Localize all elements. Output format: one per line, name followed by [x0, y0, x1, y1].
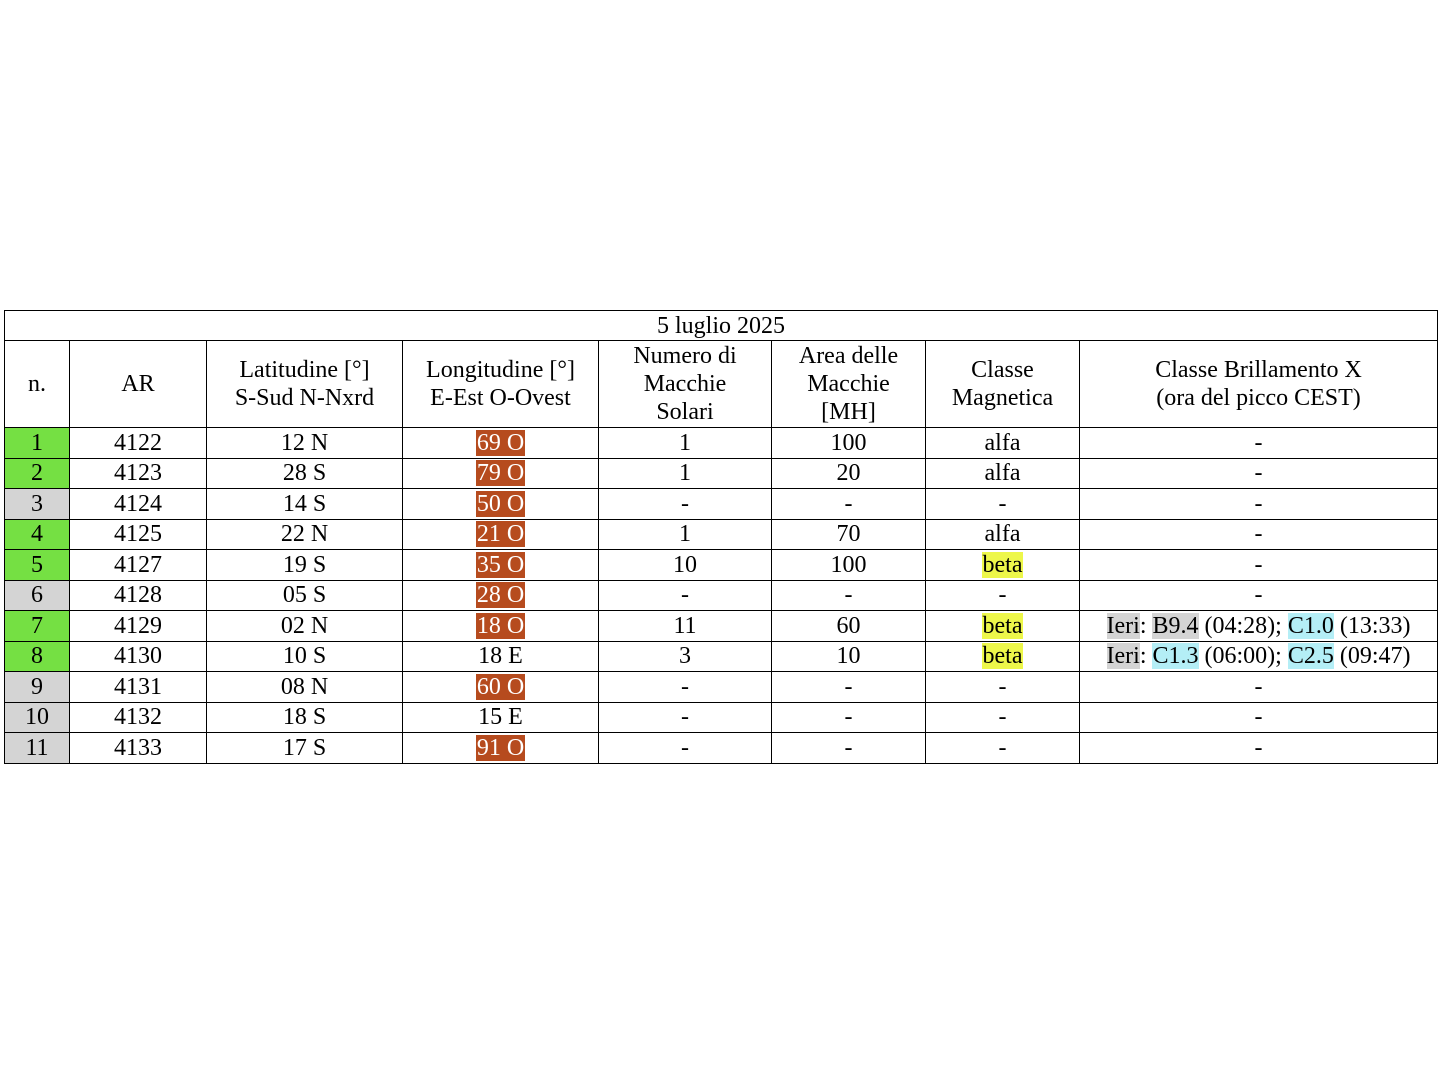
magnetic-class-highlight: beta [982, 612, 1023, 639]
sunspot-count-cell: 10 [599, 550, 772, 581]
latitude-cell: 02 N [207, 611, 403, 642]
flare-class-1: B9.4 [1152, 612, 1199, 639]
table-title: 5 luglio 2025 [5, 311, 1438, 341]
ar-cell: 4122 [70, 428, 207, 459]
flare-cell [1080, 611, 1438, 642]
flare-class-1: C1.3 [1152, 643, 1199, 670]
flare-cell [1080, 641, 1438, 672]
row-number: 6 [5, 580, 70, 611]
table-row [5, 428, 1438, 459]
title-row [5, 311, 1438, 341]
sunspot-count-cell: - [599, 580, 772, 611]
table-row [5, 611, 1438, 642]
ar-cell: 4132 [70, 702, 207, 733]
header-magnetic-class: Classe Magnetica [926, 341, 1080, 428]
ar-cell: 4125 [70, 519, 207, 550]
magnetic-class-cell [926, 641, 1080, 672]
latitude-cell: 10 S [207, 641, 403, 672]
sunspot-area-cell: 70 [772, 519, 926, 550]
longitude-highlight: 60 O [476, 673, 525, 700]
longitude-cell [403, 519, 599, 550]
flare-time-2: (09:47) [1333, 643, 1411, 670]
header-longitude: Longitudine [°] E-Est O-Ovest [403, 341, 599, 428]
table-row [5, 519, 1438, 550]
magnetic-class-highlight: beta [982, 551, 1023, 578]
ar-cell: 4124 [70, 489, 207, 520]
magnetic-class-highlight: beta [982, 643, 1023, 670]
magnetic-class-cell: - [926, 702, 1080, 733]
row-number: 1 [5, 428, 70, 459]
longitude-highlight: 21 O [476, 521, 525, 548]
sunspot-count-cell: - [599, 733, 772, 764]
longitude-cell [403, 672, 599, 703]
sunspot-count-cell: - [599, 702, 772, 733]
table-row [5, 550, 1438, 581]
table-row [5, 580, 1438, 611]
magnetic-class-cell: - [926, 489, 1080, 520]
longitude-highlight: 69 O [476, 429, 525, 456]
sunspot-area-cell: 20 [772, 458, 926, 489]
sunspot-area-cell: 100 [772, 550, 926, 581]
latitude-cell: 08 N [207, 672, 403, 703]
flare-day-label: Ieri [1106, 612, 1140, 639]
magnetic-class-cell [926, 611, 1080, 642]
row-number: 8 [5, 641, 70, 672]
longitude-highlight: 79 O [476, 460, 525, 487]
latitude-cell: 14 S [207, 489, 403, 520]
magnetic-class-cell [926, 550, 1080, 581]
longitude-cell: 18 E [403, 641, 599, 672]
header-ar: AR [70, 341, 207, 428]
longitude-highlight: 18 O [476, 612, 525, 639]
ar-cell: 4129 [70, 611, 207, 642]
sunspot-count-cell: - [599, 672, 772, 703]
magnetic-class-cell: alfa [926, 428, 1080, 459]
ar-cell: 4128 [70, 580, 207, 611]
latitude-cell: 12 N [207, 428, 403, 459]
row-number: 2 [5, 458, 70, 489]
longitude-cell [403, 550, 599, 581]
sunspot-area-cell: - [772, 580, 926, 611]
flare-separator: : [1139, 612, 1153, 639]
table-row [5, 733, 1438, 764]
sunspot-count-cell: 1 [599, 458, 772, 489]
row-number: 4 [5, 519, 70, 550]
latitude-cell: 22 N [207, 519, 403, 550]
sunspot-area-cell: 10 [772, 641, 926, 672]
sunspot-count-cell: 11 [599, 611, 772, 642]
latitude-cell: 28 S [207, 458, 403, 489]
latitude-cell: 17 S [207, 733, 403, 764]
header-flare-class: Classe Brillamento X (ora del picco CEST) [1080, 341, 1438, 428]
sunspot-area-cell: - [772, 672, 926, 703]
ar-cell: 4131 [70, 672, 207, 703]
longitude-highlight: 35 O [476, 551, 525, 578]
longitude-highlight: 28 O [476, 582, 525, 609]
longitude-cell [403, 489, 599, 520]
table-row [5, 458, 1438, 489]
sunspot-count-cell: 1 [599, 519, 772, 550]
sunspot-table [4, 310, 1438, 764]
flare-class-2: C1.0 [1287, 612, 1334, 639]
flare-cell: - [1080, 580, 1438, 611]
flare-cell: - [1080, 702, 1438, 733]
flare-time-1: (04:28); [1198, 612, 1288, 639]
flare-cell: - [1080, 489, 1438, 520]
flare-cell: - [1080, 672, 1438, 703]
header-sunspot-count: Numero di Macchie Solari [599, 341, 772, 428]
ar-cell: 4130 [70, 641, 207, 672]
flare-cell: - [1080, 733, 1438, 764]
magnetic-class-cell: - [926, 672, 1080, 703]
ar-cell: 4133 [70, 733, 207, 764]
row-number: 9 [5, 672, 70, 703]
flare-day-label: Ieri [1106, 643, 1140, 670]
table-row [5, 489, 1438, 520]
flare-separator: : [1139, 643, 1153, 670]
longitude-cell [403, 580, 599, 611]
sunspot-area-cell: - [772, 702, 926, 733]
table-row [5, 702, 1438, 733]
latitude-cell: 18 S [207, 702, 403, 733]
flare-time-2: (13:33) [1333, 612, 1411, 639]
ar-cell: 4127 [70, 550, 207, 581]
magnetic-class-cell: - [926, 580, 1080, 611]
header-n: n. [5, 341, 70, 428]
row-number: 10 [5, 702, 70, 733]
row-number: 3 [5, 489, 70, 520]
row-number: 7 [5, 611, 70, 642]
longitude-cell [403, 458, 599, 489]
row-number: 11 [5, 733, 70, 764]
flare-cell: - [1080, 428, 1438, 459]
table-row [5, 641, 1438, 672]
header-sunspot-area: Area delle Macchie [MH] [772, 341, 926, 428]
sunspot-count-cell: 3 [599, 641, 772, 672]
flare-cell: - [1080, 550, 1438, 581]
flare-class-2: C2.5 [1287, 643, 1334, 670]
sunspot-area-cell: - [772, 733, 926, 764]
magnetic-class-cell: - [926, 733, 1080, 764]
header-latitude: Latitudine [°] S-Sud N-Nxrd [207, 341, 403, 428]
longitude-highlight: 91 O [476, 734, 525, 761]
longitude-highlight: 50 O [476, 490, 525, 517]
longitude-cell [403, 611, 599, 642]
flare-cell: - [1080, 519, 1438, 550]
longitude-cell: 15 E [403, 702, 599, 733]
latitude-cell: 19 S [207, 550, 403, 581]
sunspot-area-cell: - [772, 489, 926, 520]
sunspot-area-cell: 100 [772, 428, 926, 459]
longitude-cell [403, 733, 599, 764]
latitude-cell: 05 S [207, 580, 403, 611]
flare-time-1: (06:00); [1198, 643, 1288, 670]
sunspot-area-cell: 60 [772, 611, 926, 642]
longitude-cell [403, 428, 599, 459]
sunspot-count-cell: 1 [599, 428, 772, 459]
magnetic-class-cell: alfa [926, 458, 1080, 489]
sunspot-count-cell: - [599, 489, 772, 520]
table-row [5, 672, 1438, 703]
flare-cell: - [1080, 458, 1438, 489]
row-number: 5 [5, 550, 70, 581]
header-row [5, 341, 1438, 428]
magnetic-class-cell: alfa [926, 519, 1080, 550]
ar-cell: 4123 [70, 458, 207, 489]
